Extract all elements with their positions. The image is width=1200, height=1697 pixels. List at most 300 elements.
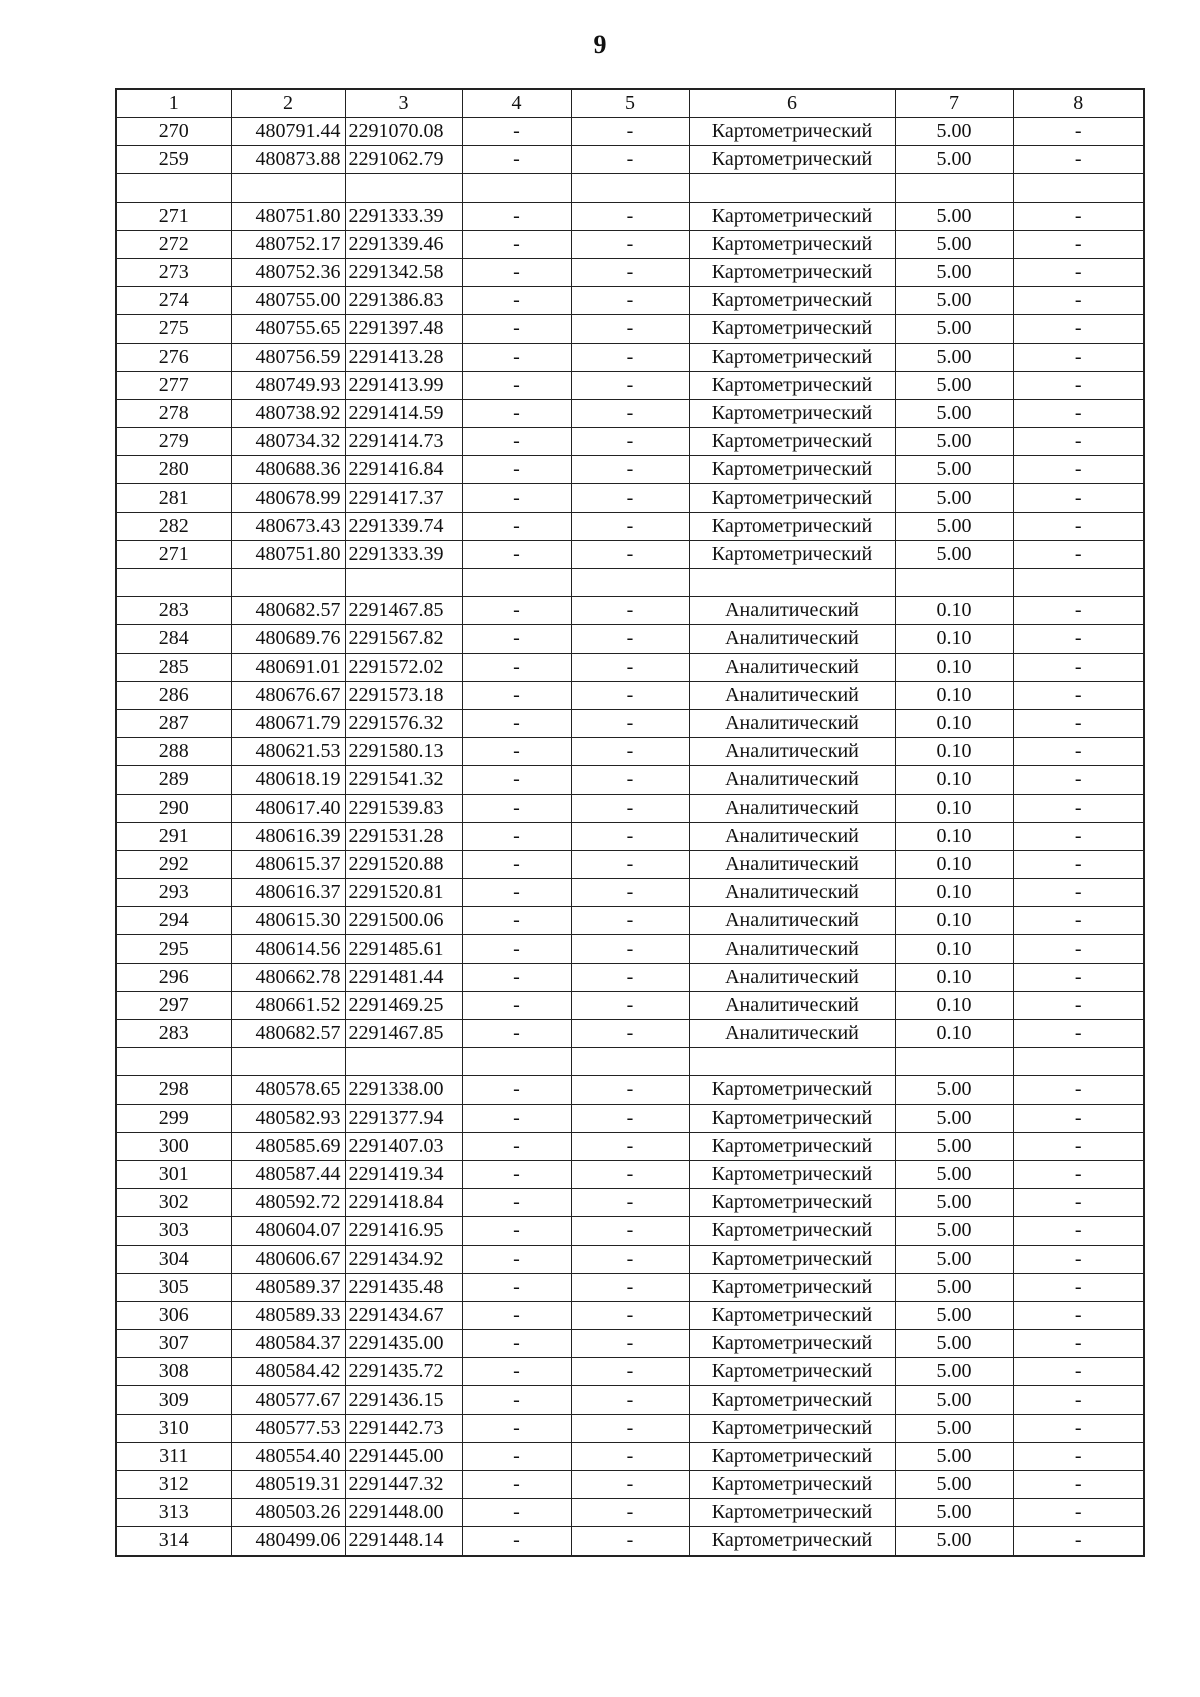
column-header-7: 7 xyxy=(895,89,1013,118)
x-coordinate-cell: 480678.99 xyxy=(231,484,345,512)
table-row xyxy=(116,512,1144,540)
point-number-cell: 297 xyxy=(116,991,231,1019)
table-row xyxy=(116,456,1144,484)
point-number-cell: 274 xyxy=(116,287,231,315)
x-coordinate-cell: 480618.19 xyxy=(231,766,345,794)
accuracy-cell: 0.10 xyxy=(895,625,1013,653)
col4-cell: - xyxy=(462,625,571,653)
col4-cell: - xyxy=(462,1527,571,1556)
x-coordinate-cell: 480671.79 xyxy=(231,709,345,737)
y-coordinate-cell: 2291539.83 xyxy=(345,794,462,822)
col4-cell: - xyxy=(462,1330,571,1358)
y-coordinate-cell: 2291541.32 xyxy=(345,766,462,794)
table-row xyxy=(116,1273,1144,1301)
point-number-cell: 283 xyxy=(116,1020,231,1048)
method-cell: Аналитический xyxy=(689,653,895,681)
table-row xyxy=(116,371,1144,399)
x-coordinate-cell: 480755.65 xyxy=(231,315,345,343)
table-row xyxy=(116,879,1144,907)
accuracy-cell: 5.00 xyxy=(895,456,1013,484)
y-coordinate-cell: 2291434.67 xyxy=(345,1301,462,1329)
y-coordinate-cell: 2291407.03 xyxy=(345,1132,462,1160)
col8-cell xyxy=(1013,1048,1144,1076)
col4-cell: - xyxy=(462,1020,571,1048)
point-number-cell: 284 xyxy=(116,625,231,653)
table-row xyxy=(116,1217,1144,1245)
accuracy-cell: 5.00 xyxy=(895,1132,1013,1160)
accuracy-cell: 5.00 xyxy=(895,315,1013,343)
table-row xyxy=(116,1076,1144,1104)
col8-cell: - xyxy=(1013,653,1144,681)
col5-cell: - xyxy=(571,597,689,625)
point-number-cell: 276 xyxy=(116,343,231,371)
col4-cell: - xyxy=(462,1442,571,1470)
point-number-cell: 270 xyxy=(116,118,231,146)
table-row xyxy=(116,1499,1144,1527)
table-row xyxy=(116,1414,1144,1442)
table-row xyxy=(116,850,1144,878)
accuracy-cell: 0.10 xyxy=(895,879,1013,907)
y-coordinate-cell: 2291442.73 xyxy=(345,1414,462,1442)
point-number-cell: 301 xyxy=(116,1160,231,1188)
col5-cell: - xyxy=(571,1499,689,1527)
col4-cell: - xyxy=(462,1217,571,1245)
y-coordinate-cell: 2291377.94 xyxy=(345,1104,462,1132)
table-row xyxy=(116,1386,1144,1414)
y-coordinate-cell: 2291467.85 xyxy=(345,1020,462,1048)
method-cell: Картометрический xyxy=(689,456,895,484)
col5-cell: - xyxy=(571,625,689,653)
col4-cell: - xyxy=(462,399,571,427)
table-row xyxy=(116,287,1144,315)
y-coordinate-cell: 2291419.34 xyxy=(345,1160,462,1188)
method-cell xyxy=(689,1048,895,1076)
separator-row xyxy=(116,174,1144,202)
method-cell xyxy=(689,174,895,202)
method-cell: Картометрический xyxy=(689,1527,895,1556)
x-coordinate-cell: 480688.36 xyxy=(231,456,345,484)
point-number-cell: 259 xyxy=(116,146,231,174)
column-header-2: 2 xyxy=(231,89,345,118)
point-number-cell: 288 xyxy=(116,738,231,766)
y-coordinate-cell: 2291531.28 xyxy=(345,822,462,850)
y-coordinate-cell: 2291414.59 xyxy=(345,399,462,427)
table-row xyxy=(116,146,1144,174)
x-coordinate-cell: 480682.57 xyxy=(231,1020,345,1048)
point-number-cell xyxy=(116,569,231,597)
col4-cell: - xyxy=(462,935,571,963)
method-cell: Картометрический xyxy=(689,1499,895,1527)
x-coordinate-cell: 480584.37 xyxy=(231,1330,345,1358)
y-coordinate-cell: 2291469.25 xyxy=(345,991,462,1019)
point-number-cell xyxy=(116,1048,231,1076)
y-coordinate-cell xyxy=(345,569,462,597)
col8-cell xyxy=(1013,174,1144,202)
col4-cell: - xyxy=(462,766,571,794)
x-coordinate-cell: 480662.78 xyxy=(231,963,345,991)
col4-cell: - xyxy=(462,230,571,258)
col5-cell: - xyxy=(571,1217,689,1245)
point-number-cell: 306 xyxy=(116,1301,231,1329)
accuracy-cell: 5.00 xyxy=(895,1358,1013,1386)
method-cell: Картометрический xyxy=(689,1189,895,1217)
table-row xyxy=(116,709,1144,737)
y-coordinate-cell: 2291070.08 xyxy=(345,118,462,146)
x-coordinate-cell: 480616.39 xyxy=(231,822,345,850)
y-coordinate-cell: 2291413.99 xyxy=(345,371,462,399)
col5-cell: - xyxy=(571,879,689,907)
accuracy-cell: 0.10 xyxy=(895,681,1013,709)
col8-cell: - xyxy=(1013,1245,1144,1273)
table-row xyxy=(116,991,1144,1019)
col4-cell: - xyxy=(462,1301,571,1329)
x-coordinate-cell: 480503.26 xyxy=(231,1499,345,1527)
x-coordinate-cell: 480615.30 xyxy=(231,907,345,935)
accuracy-cell: 0.10 xyxy=(895,597,1013,625)
method-cell: Аналитический xyxy=(689,850,895,878)
col8-cell: - xyxy=(1013,794,1144,822)
method-cell: Аналитический xyxy=(689,794,895,822)
x-coordinate-cell: 480604.07 xyxy=(231,1217,345,1245)
col4-cell: - xyxy=(462,258,571,286)
table-row xyxy=(116,230,1144,258)
point-number-cell: 314 xyxy=(116,1527,231,1556)
col8-cell: - xyxy=(1013,907,1144,935)
col4-cell: - xyxy=(462,371,571,399)
col8-cell: - xyxy=(1013,343,1144,371)
column-header-6: 6 xyxy=(689,89,895,118)
accuracy-cell: 0.10 xyxy=(895,766,1013,794)
accuracy-cell: 0.10 xyxy=(895,935,1013,963)
table-row xyxy=(116,315,1144,343)
col8-cell: - xyxy=(1013,822,1144,850)
col8-cell: - xyxy=(1013,1076,1144,1104)
method-cell: Картометрический xyxy=(689,428,895,456)
accuracy-cell: 5.00 xyxy=(895,1076,1013,1104)
x-coordinate-cell: 480616.37 xyxy=(231,879,345,907)
point-number-cell: 296 xyxy=(116,963,231,991)
accuracy-cell: 5.00 xyxy=(895,202,1013,230)
col8-cell: - xyxy=(1013,399,1144,427)
x-coordinate-cell: 480582.93 xyxy=(231,1104,345,1132)
table-row xyxy=(116,935,1144,963)
col5-cell: - xyxy=(571,1301,689,1329)
y-coordinate-cell: 2291436.15 xyxy=(345,1386,462,1414)
col8-cell: - xyxy=(1013,1273,1144,1301)
method-cell: Картометрический xyxy=(689,1330,895,1358)
x-coordinate-cell: 480791.44 xyxy=(231,118,345,146)
x-coordinate-cell: 480752.36 xyxy=(231,258,345,286)
col4-cell: - xyxy=(462,1245,571,1273)
table-row xyxy=(116,540,1144,568)
table-row xyxy=(116,1020,1144,1048)
x-coordinate-cell: 480738.92 xyxy=(231,399,345,427)
col5-cell: - xyxy=(571,343,689,371)
method-cell: Картометрический xyxy=(689,512,895,540)
y-coordinate-cell: 2291416.84 xyxy=(345,456,462,484)
col8-cell: - xyxy=(1013,1471,1144,1499)
table-row xyxy=(116,963,1144,991)
y-coordinate-cell xyxy=(345,174,462,202)
separator-row xyxy=(116,1048,1144,1076)
method-cell: Картометрический xyxy=(689,118,895,146)
col5-cell: - xyxy=(571,371,689,399)
method-cell: Картометрический xyxy=(689,540,895,568)
col4-cell: - xyxy=(462,1386,571,1414)
accuracy-cell xyxy=(895,569,1013,597)
col5-cell: - xyxy=(571,118,689,146)
col5-cell: - xyxy=(571,484,689,512)
point-number-cell: 277 xyxy=(116,371,231,399)
method-cell: Аналитический xyxy=(689,597,895,625)
table-row xyxy=(116,1189,1144,1217)
y-coordinate-cell: 2291435.00 xyxy=(345,1330,462,1358)
col5-cell: - xyxy=(571,1104,689,1132)
col4-cell: - xyxy=(462,709,571,737)
col8-cell: - xyxy=(1013,1358,1144,1386)
y-coordinate-cell: 2291333.39 xyxy=(345,540,462,568)
table-row xyxy=(116,1245,1144,1273)
point-number-cell: 294 xyxy=(116,907,231,935)
col8-cell: - xyxy=(1013,1330,1144,1358)
method-cell: Картометрический xyxy=(689,371,895,399)
x-coordinate-cell: 480578.65 xyxy=(231,1076,345,1104)
col5-cell: - xyxy=(571,907,689,935)
col4-cell: - xyxy=(462,597,571,625)
col5-cell: - xyxy=(571,1414,689,1442)
accuracy-cell: 5.00 xyxy=(895,1386,1013,1414)
method-cell: Картометрический xyxy=(689,1273,895,1301)
col5-cell: - xyxy=(571,1471,689,1499)
table-row xyxy=(116,653,1144,681)
point-number-cell: 299 xyxy=(116,1104,231,1132)
accuracy-cell: 0.10 xyxy=(895,709,1013,737)
table-row xyxy=(116,484,1144,512)
x-coordinate-cell: 480589.33 xyxy=(231,1301,345,1329)
table-row xyxy=(116,1358,1144,1386)
col5-cell: - xyxy=(571,1020,689,1048)
col5-cell: - xyxy=(571,991,689,1019)
col5-cell: - xyxy=(571,963,689,991)
y-coordinate-cell: 2291338.00 xyxy=(345,1076,462,1104)
table-row xyxy=(116,1301,1144,1329)
accuracy-cell: 0.10 xyxy=(895,822,1013,850)
col4-cell: - xyxy=(462,991,571,1019)
col4-cell xyxy=(462,569,571,597)
x-coordinate-cell: 480585.69 xyxy=(231,1132,345,1160)
accuracy-cell: 5.00 xyxy=(895,399,1013,427)
method-cell: Картометрический xyxy=(689,1076,895,1104)
col4-cell: - xyxy=(462,343,571,371)
col5-cell: - xyxy=(571,850,689,878)
col8-cell: - xyxy=(1013,625,1144,653)
accuracy-cell: 5.00 xyxy=(895,287,1013,315)
y-coordinate-cell: 2291448.00 xyxy=(345,1499,462,1527)
table-row xyxy=(116,625,1144,653)
table-row xyxy=(116,766,1144,794)
y-coordinate-cell: 2291576.32 xyxy=(345,709,462,737)
method-cell: Аналитический xyxy=(689,1020,895,1048)
accuracy-cell: 0.10 xyxy=(895,907,1013,935)
method-cell: Картометрический xyxy=(689,1245,895,1273)
accuracy-cell xyxy=(895,1048,1013,1076)
column-header-8: 8 xyxy=(1013,89,1144,118)
col4-cell: - xyxy=(462,1132,571,1160)
method-cell: Аналитический xyxy=(689,766,895,794)
point-number-cell: 286 xyxy=(116,681,231,709)
y-coordinate-cell: 2291447.32 xyxy=(345,1471,462,1499)
x-coordinate-cell: 480606.67 xyxy=(231,1245,345,1273)
col8-cell: - xyxy=(1013,1189,1144,1217)
method-cell: Аналитический xyxy=(689,879,895,907)
col8-cell: - xyxy=(1013,991,1144,1019)
accuracy-cell: 5.00 xyxy=(895,1499,1013,1527)
col5-cell: - xyxy=(571,315,689,343)
y-coordinate-cell: 2291573.18 xyxy=(345,681,462,709)
point-number-cell: 300 xyxy=(116,1132,231,1160)
col8-cell: - xyxy=(1013,258,1144,286)
column-header-3: 3 xyxy=(345,89,462,118)
col4-cell: - xyxy=(462,428,571,456)
col8-cell: - xyxy=(1013,1160,1144,1188)
y-coordinate-cell: 2291414.73 xyxy=(345,428,462,456)
col8-cell: - xyxy=(1013,597,1144,625)
y-coordinate-cell: 2291418.84 xyxy=(345,1189,462,1217)
page-number: 9 xyxy=(593,30,607,59)
point-number-cell: 307 xyxy=(116,1330,231,1358)
col4-cell: - xyxy=(462,681,571,709)
point-number-cell: 295 xyxy=(116,935,231,963)
y-coordinate-cell xyxy=(345,1048,462,1076)
col8-cell: - xyxy=(1013,766,1144,794)
accuracy-cell xyxy=(895,174,1013,202)
accuracy-cell: 5.00 xyxy=(895,258,1013,286)
method-cell: Аналитический xyxy=(689,991,895,1019)
table-row xyxy=(116,738,1144,766)
x-coordinate-cell: 480584.42 xyxy=(231,1358,345,1386)
col8-cell: - xyxy=(1013,681,1144,709)
col5-cell: - xyxy=(571,709,689,737)
col5-cell: - xyxy=(571,1273,689,1301)
col4-cell: - xyxy=(462,850,571,878)
accuracy-cell: 5.00 xyxy=(895,428,1013,456)
col8-cell: - xyxy=(1013,1499,1144,1527)
table-body xyxy=(116,118,1144,1556)
col8-cell: - xyxy=(1013,512,1144,540)
col8-cell: - xyxy=(1013,428,1144,456)
y-coordinate-cell: 2291434.92 xyxy=(345,1245,462,1273)
method-cell: Картометрический xyxy=(689,1414,895,1442)
col4-cell: - xyxy=(462,653,571,681)
accuracy-cell: 5.00 xyxy=(895,371,1013,399)
col8-cell: - xyxy=(1013,738,1144,766)
method-cell: Аналитический xyxy=(689,822,895,850)
y-coordinate-cell: 2291339.46 xyxy=(345,230,462,258)
method-cell: Картометрический xyxy=(689,1442,895,1470)
col4-cell: - xyxy=(462,822,571,850)
x-coordinate-cell: 480499.06 xyxy=(231,1527,345,1556)
accuracy-cell: 0.10 xyxy=(895,850,1013,878)
col5-cell: - xyxy=(571,1358,689,1386)
col8-cell: - xyxy=(1013,1386,1144,1414)
point-number-cell: 279 xyxy=(116,428,231,456)
col8-cell: - xyxy=(1013,540,1144,568)
col4-cell: - xyxy=(462,202,571,230)
col5-cell: - xyxy=(571,287,689,315)
col4-cell: - xyxy=(462,287,571,315)
col5-cell: - xyxy=(571,681,689,709)
col5-cell: - xyxy=(571,766,689,794)
col5-cell xyxy=(571,569,689,597)
method-cell: Картометрический xyxy=(689,258,895,286)
method-cell: Картометрический xyxy=(689,315,895,343)
col4-cell: - xyxy=(462,1076,571,1104)
x-coordinate-cell xyxy=(231,174,345,202)
col5-cell: - xyxy=(571,1132,689,1160)
point-number-cell: 282 xyxy=(116,512,231,540)
col8-cell: - xyxy=(1013,230,1144,258)
col4-cell: - xyxy=(462,907,571,935)
y-coordinate-cell: 2291580.13 xyxy=(345,738,462,766)
table-row xyxy=(116,794,1144,822)
accuracy-cell: 5.00 xyxy=(895,343,1013,371)
y-coordinate-cell: 2291386.83 xyxy=(345,287,462,315)
accuracy-cell: 5.00 xyxy=(895,1442,1013,1470)
table-row xyxy=(116,1442,1144,1470)
col5-cell: - xyxy=(571,794,689,822)
x-coordinate-cell: 480592.72 xyxy=(231,1189,345,1217)
x-coordinate-cell: 480587.44 xyxy=(231,1160,345,1188)
table-row xyxy=(116,399,1144,427)
method-cell: Картометрический xyxy=(689,1217,895,1245)
y-coordinate-cell: 2291397.48 xyxy=(345,315,462,343)
col5-cell: - xyxy=(571,428,689,456)
col8-cell: - xyxy=(1013,963,1144,991)
x-coordinate-cell: 480519.31 xyxy=(231,1471,345,1499)
y-coordinate-cell: 2291413.28 xyxy=(345,343,462,371)
point-number-cell: 287 xyxy=(116,709,231,737)
accuracy-cell: 0.10 xyxy=(895,794,1013,822)
col4-cell xyxy=(462,174,571,202)
col8-cell: - xyxy=(1013,287,1144,315)
table-row xyxy=(116,1104,1144,1132)
col5-cell: - xyxy=(571,230,689,258)
col5-cell: - xyxy=(571,512,689,540)
table-row xyxy=(116,1527,1144,1556)
col8-cell: - xyxy=(1013,1217,1144,1245)
point-number-cell: 289 xyxy=(116,766,231,794)
x-coordinate-cell: 480621.53 xyxy=(231,738,345,766)
x-coordinate-cell: 480676.67 xyxy=(231,681,345,709)
col5-cell: - xyxy=(571,258,689,286)
table-row xyxy=(116,258,1144,286)
method-cell xyxy=(689,569,895,597)
col4-cell: - xyxy=(462,315,571,343)
y-coordinate-cell: 2291481.44 xyxy=(345,963,462,991)
y-coordinate-cell: 2291520.81 xyxy=(345,879,462,907)
point-number-cell: 275 xyxy=(116,315,231,343)
col5-cell: - xyxy=(571,1442,689,1470)
x-coordinate-cell: 480615.37 xyxy=(231,850,345,878)
x-coordinate-cell: 480617.40 xyxy=(231,794,345,822)
col8-cell: - xyxy=(1013,456,1144,484)
x-coordinate-cell xyxy=(231,569,345,597)
point-number-cell: 273 xyxy=(116,258,231,286)
accuracy-cell: 5.00 xyxy=(895,484,1013,512)
x-coordinate-cell: 480873.88 xyxy=(231,146,345,174)
col5-cell: - xyxy=(571,822,689,850)
accuracy-cell: 5.00 xyxy=(895,1245,1013,1273)
